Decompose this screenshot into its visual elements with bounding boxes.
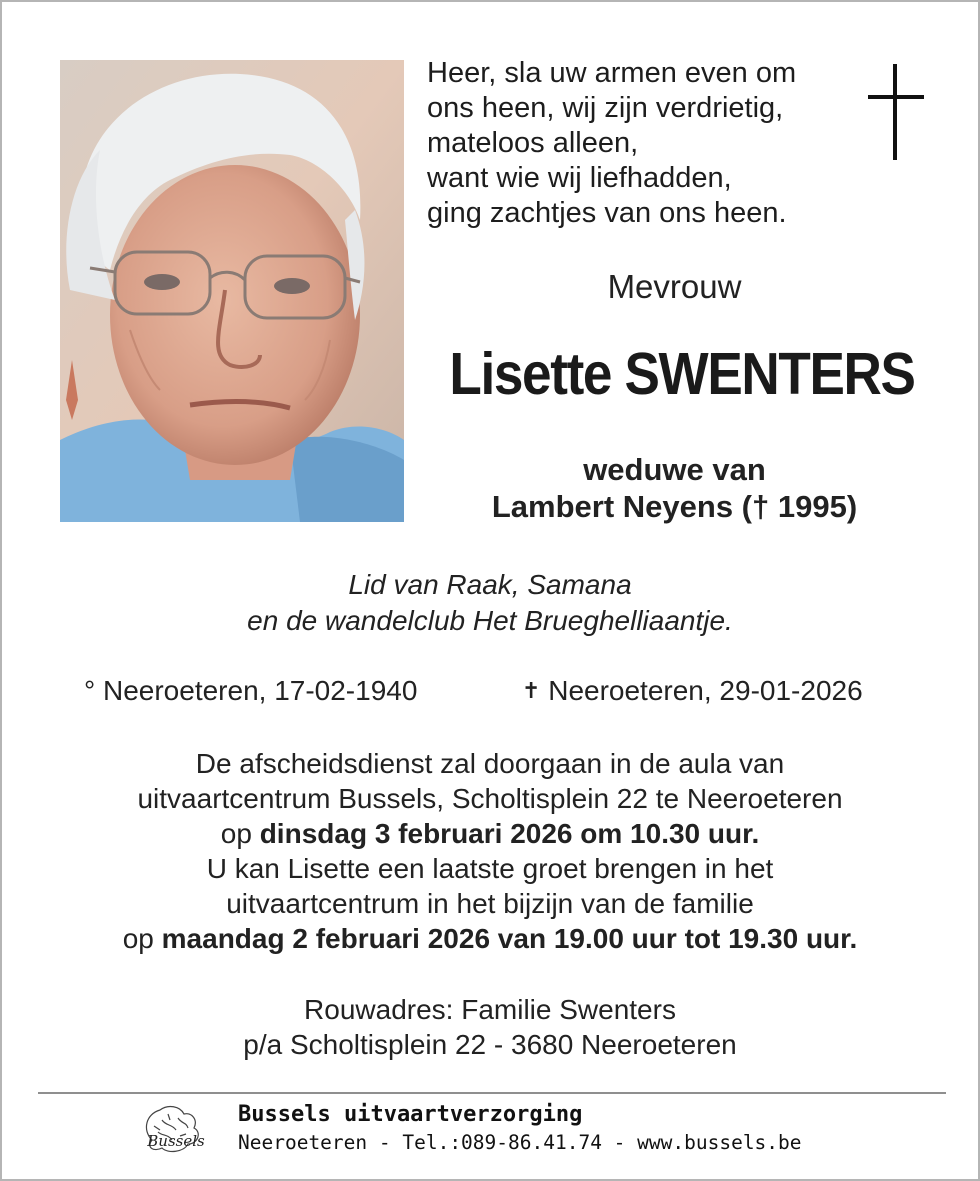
deceased-name: Lisette SWENTERS bbox=[449, 341, 915, 407]
memberships bbox=[2, 567, 978, 639]
service-date-bold: dinsdag 3 februari 2026 om 10.30 uur. bbox=[259, 818, 760, 849]
address-line: p/a Scholtisplein 22 - 3680 Neeroeteren bbox=[243, 1029, 737, 1060]
visitation-date-bold: maandag 2 februari 2026 van 19.00 uur tot 19.30 uur. bbox=[161, 923, 858, 954]
death-symbol: ✝ bbox=[522, 678, 541, 703]
service-line: De afscheidsdienst zal doorgaan in de aula van bbox=[195, 748, 785, 779]
company-contact: Neeroeteren - Tel.:089-86.41.74 - www.bussels.be bbox=[238, 1131, 802, 1154]
widow-of-label: weduwe van bbox=[583, 452, 766, 487]
birth-symbol: ° bbox=[84, 675, 96, 706]
visitation-prefix: op bbox=[122, 923, 162, 954]
portrait-illustration bbox=[60, 60, 404, 522]
visitation-datetime bbox=[2, 921, 978, 956]
service-datetime bbox=[2, 816, 978, 851]
widow-block bbox=[422, 451, 927, 525]
death-place-date: Neeroeteren, 29-01-2026 bbox=[548, 675, 863, 706]
service-line: uitvaartcentrum Bussels, Scholtisplein 22 te Neeroeteren bbox=[137, 783, 843, 814]
honorific: Mevrouw bbox=[607, 268, 742, 305]
portrait-photo bbox=[60, 60, 404, 522]
bussels-logo bbox=[132, 1100, 224, 1158]
poem-line: ging zachtjes van ons heen. bbox=[427, 197, 787, 229]
poem-line: ons heen, wij zijn verdrietig, bbox=[427, 92, 784, 124]
logo-text: Bussels bbox=[147, 1132, 205, 1150]
mourning-address bbox=[2, 992, 978, 1062]
address-line: Rouwadres: Familie Swenters bbox=[304, 994, 676, 1025]
poem-line: Heer, sla uw armen even om bbox=[427, 57, 797, 89]
birth-date bbox=[84, 675, 417, 707]
service-line: uitvaartcentrum in het bijzijn van de familie bbox=[226, 888, 754, 919]
poem-line: mateloos alleen, bbox=[427, 127, 639, 159]
death-date bbox=[522, 675, 863, 707]
footer-divider bbox=[38, 1092, 946, 1094]
cross-icon bbox=[864, 62, 928, 162]
birth-place-date: Neeroeteren, 17-02-1940 bbox=[102, 675, 418, 706]
membership-line: en de wandelclub Het Brueghelliaantje. bbox=[247, 605, 733, 636]
spouse-name: Lambert Neyens († 1995) bbox=[491, 489, 858, 524]
company-name: Bussels uitvaartverzorging bbox=[238, 1102, 583, 1127]
poem bbox=[427, 56, 847, 231]
service-line: U kan Lisette een laatste groet brengen in het bbox=[206, 853, 774, 884]
service-prefix: op bbox=[220, 818, 260, 849]
membership-line: Lid van Raak, Samana bbox=[348, 569, 632, 600]
poem-line: want wie wij liefhadden, bbox=[427, 162, 732, 194]
service-details bbox=[2, 746, 978, 956]
